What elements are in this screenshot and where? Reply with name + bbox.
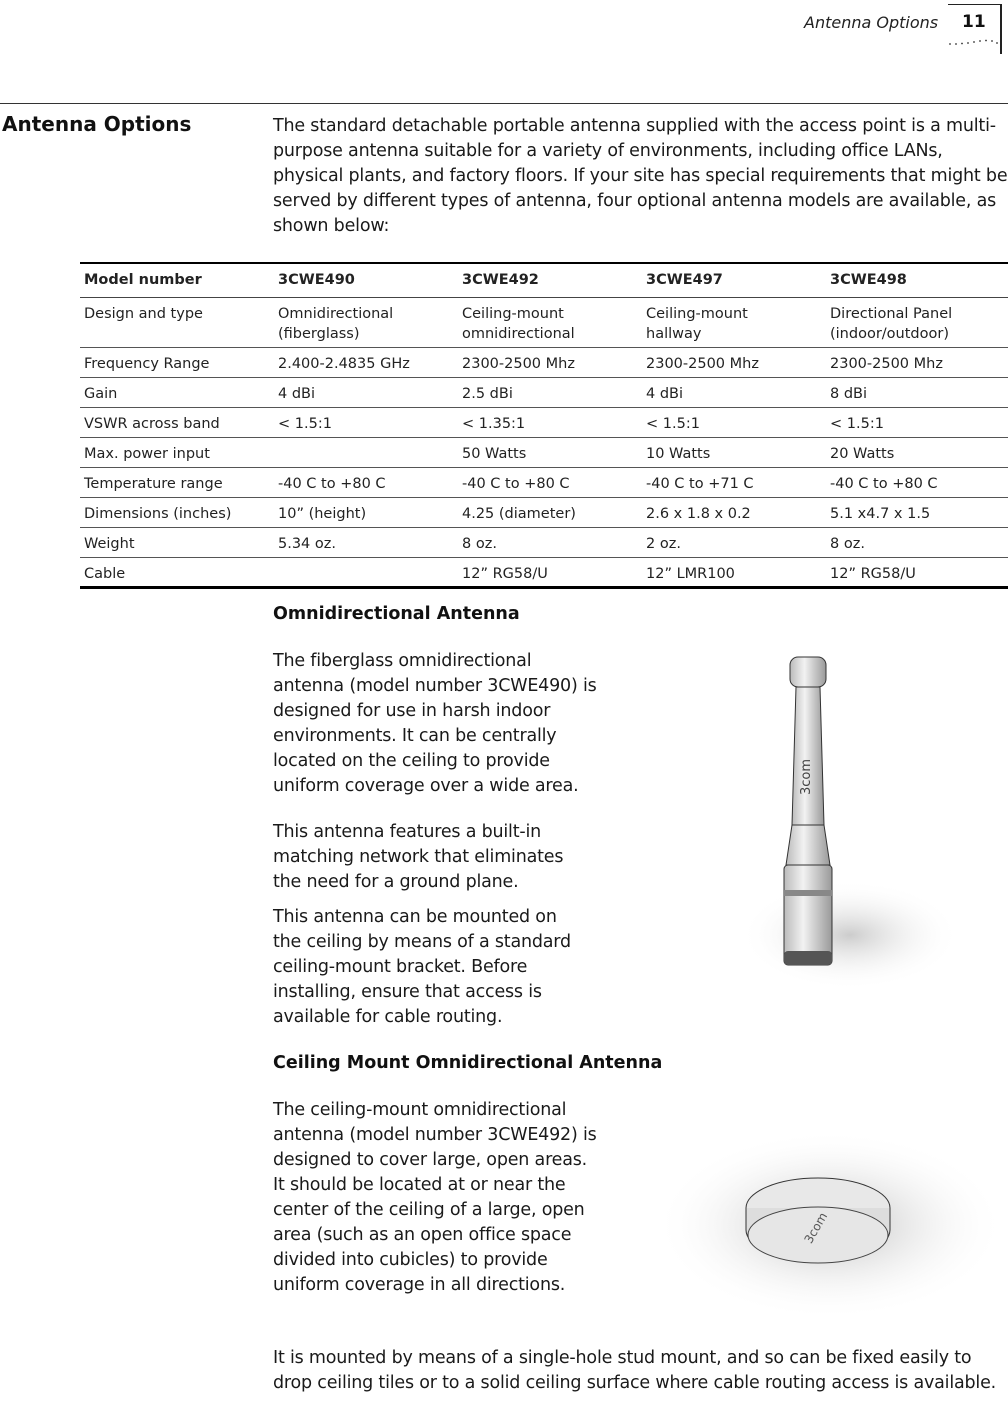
omni-paragraph-2: This antenna features a built-in matching network that eliminates the need for a ground plane. bbox=[273, 822, 564, 892]
table-cell: 50 Watts bbox=[458, 437, 642, 467]
table-cell: < 1.5:1 bbox=[826, 407, 1008, 437]
column-header: Model number bbox=[80, 263, 274, 297]
table-cell bbox=[274, 557, 458, 587]
intro-paragraph: The standard detachable portable antenna supplied with the access point is a multi-purpose antenna suitable for a variety of environments, including office LANs, physical plants, and factory floors. If your site has special requirements that might be served by different types of antenna, four optional antenna models are available, as shown below: bbox=[273, 116, 1008, 236]
row-label: Temperature range bbox=[80, 467, 274, 497]
ceiling-heading: Ceiling Mount Omnidirectional Antenna bbox=[273, 1053, 663, 1073]
table-cell: 5.34 oz. bbox=[274, 527, 458, 557]
table-row bbox=[80, 467, 1008, 497]
table-cell: Directional Panel (indoor/outdoor) bbox=[826, 297, 1008, 347]
table-cell: Ceiling-mount hallway bbox=[642, 297, 826, 347]
table-cell: 2 oz. bbox=[642, 527, 826, 557]
column-header: 3CWE498 bbox=[826, 263, 1008, 297]
table-cell: 12” LMR100 bbox=[642, 557, 826, 587]
row-label: Weight bbox=[80, 527, 274, 557]
table-cell: < 1.5:1 bbox=[274, 407, 458, 437]
table-cell: -40 C to +80 C bbox=[274, 467, 458, 497]
table-row bbox=[80, 347, 1008, 377]
table-cell: 8 oz. bbox=[826, 527, 1008, 557]
table-row bbox=[80, 407, 1008, 437]
column-header: 3CWE492 bbox=[458, 263, 642, 297]
omni-antenna-image bbox=[700, 645, 960, 1000]
page-number: 11 bbox=[962, 12, 986, 32]
table-cell bbox=[274, 437, 458, 467]
row-label: Cable bbox=[80, 557, 274, 587]
table-row bbox=[80, 297, 1008, 347]
row-label: Dimensions (inches) bbox=[80, 497, 274, 527]
table-cell: 8 oz. bbox=[458, 527, 642, 557]
running-title: Antenna Options bbox=[804, 13, 939, 32]
table-cell: 4.25 (diameter) bbox=[458, 497, 642, 527]
ceiling-paragraph-2: It is mounted by means of a single-hole stud mount, and so can be fixed easily to drop ceiling tiles or to a solid ceiling surface where cable routing access is available. bbox=[273, 1348, 997, 1393]
table-row bbox=[80, 377, 1008, 407]
table-cell: 8 dBi bbox=[826, 377, 1008, 407]
omni-logo: 3com bbox=[799, 758, 814, 795]
table-cell: -40 C to +71 C bbox=[642, 467, 826, 497]
column-header: 3CWE490 bbox=[274, 263, 458, 297]
table-cell: 2.6 x 1.8 x 0.2 bbox=[642, 497, 826, 527]
table-cell: -40 C to +80 C bbox=[826, 467, 1008, 497]
table-cell: 2300-2500 Mhz bbox=[458, 347, 642, 377]
table-cell: < 1.35:1 bbox=[458, 407, 642, 437]
ceiling-paragraph-1: The ceiling-mount omnidirectional antenna (model number 3CWE492) is designed to cover large, open areas. It should be located at or near the center of the ceiling of a large, open area (such as an open office space divided into cubicles) to provide uniform coverage in all directions. bbox=[273, 1100, 597, 1295]
row-label: VSWR across band bbox=[80, 407, 274, 437]
row-label: Frequency Range bbox=[80, 347, 274, 377]
table-cell: 20 Watts bbox=[826, 437, 1008, 467]
table-cell: 4 dBi bbox=[642, 377, 826, 407]
table-cell: 2.400-2.4835 GHz bbox=[274, 347, 458, 377]
section-title: Antenna Options bbox=[2, 112, 192, 136]
omni-paragraph-1: The fiberglass omnidirectional antenna (model number 3CWE490) is designed for use in harsh indoor environments. It can be centrally located on the ceiling to provide uniform coverage over a wide area. bbox=[273, 651, 597, 796]
omni-paragraph-3: This antenna can be mounted on the ceiling by means of a standard ceiling-mount bracket. Before installing, ensure that access is available for cable routing. bbox=[273, 907, 571, 1027]
table-row bbox=[80, 437, 1008, 467]
table-cell: 2300-2500 Mhz bbox=[642, 347, 826, 377]
table-cell: 5.1 x4.7 x 1.5 bbox=[826, 497, 1008, 527]
table-row bbox=[80, 497, 1008, 527]
table-cell: 12” RG58/U bbox=[458, 557, 642, 587]
row-label: Max. power input bbox=[80, 437, 274, 467]
table-cell: 10 Watts bbox=[642, 437, 826, 467]
table-cell: -40 C to +80 C bbox=[458, 467, 642, 497]
row-label: Design and type bbox=[80, 297, 274, 347]
header-rule-top bbox=[948, 4, 1002, 5]
table-cell: 4 dBi bbox=[274, 377, 458, 407]
table-row bbox=[80, 557, 1008, 587]
table-cell: < 1.5:1 bbox=[642, 407, 826, 437]
ceiling-logo: 3com bbox=[801, 1210, 831, 1246]
table-row bbox=[80, 527, 1008, 557]
ceiling-antenna-image bbox=[650, 1110, 1008, 1330]
omni-heading: Omnidirectional Antenna bbox=[273, 604, 520, 624]
header-rule bbox=[1000, 4, 1002, 54]
row-label: Gain bbox=[80, 377, 274, 407]
table-cell: 12” RG58/U bbox=[826, 557, 1008, 587]
antenna-spec-table bbox=[80, 262, 1008, 589]
column-header: 3CWE497 bbox=[642, 263, 826, 297]
table-cell: 2300-2500 Mhz bbox=[826, 347, 1008, 377]
table-cell: Omnidirectional (fiberglass) bbox=[274, 297, 458, 347]
table-cell: Ceiling-mount omnidirectional bbox=[458, 297, 642, 347]
header-dots-decoration bbox=[948, 36, 998, 46]
table-cell: 10” (height) bbox=[274, 497, 458, 527]
table-header-row bbox=[80, 263, 1008, 297]
section-rule bbox=[0, 103, 1008, 104]
table-cell: 2.5 dBi bbox=[458, 377, 642, 407]
